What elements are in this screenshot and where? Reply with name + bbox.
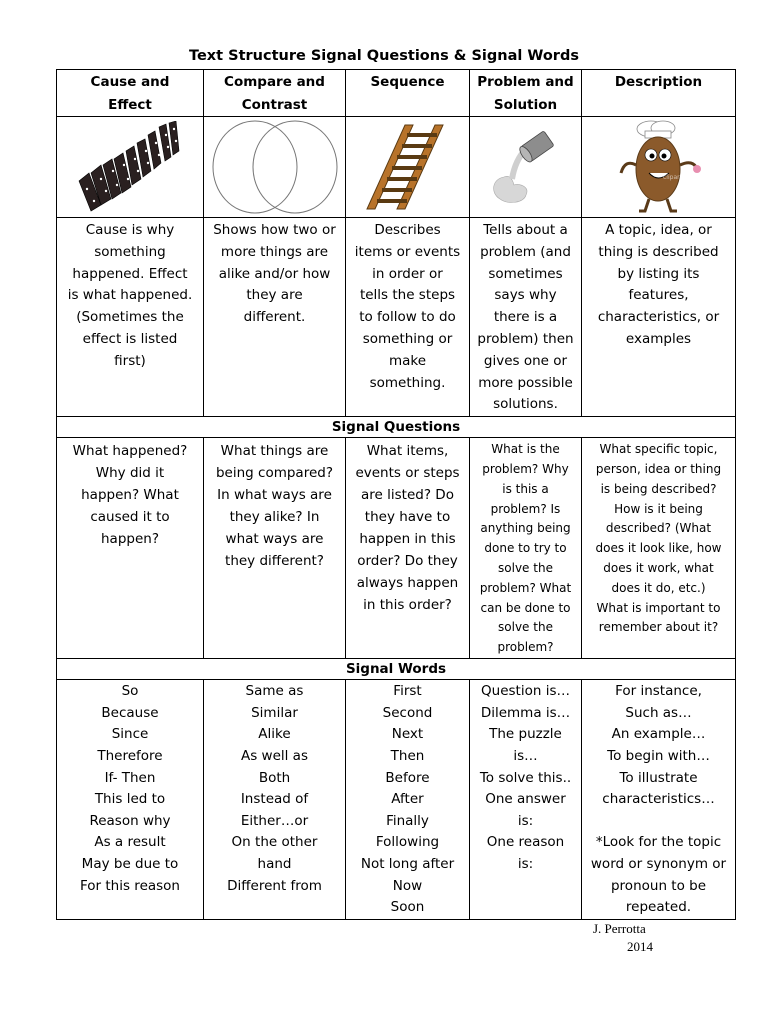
text-line: Contrast	[241, 96, 308, 113]
description-row	[57, 218, 736, 417]
text-line: problem?	[497, 640, 554, 655]
description-problem-solution	[470, 218, 582, 417]
text-line: something or	[362, 330, 453, 347]
text-line: Cause is why	[85, 222, 175, 238]
text-line: what ways are	[225, 531, 324, 548]
text-line: they are	[246, 287, 303, 304]
words-compare-contrast	[204, 680, 346, 920]
text-line: in this order?	[363, 597, 452, 614]
text-line: done to try to	[484, 541, 567, 556]
text-line: is:	[517, 855, 534, 872]
text-line: they different?	[225, 553, 324, 570]
text-line: Following	[375, 834, 440, 851]
text-line: repeated.	[625, 899, 692, 916]
header-description	[582, 70, 736, 117]
text-line: How is it being	[614, 501, 703, 516]
description-sequence	[346, 218, 470, 417]
text-line: Shows how two or	[213, 222, 336, 238]
potato-chef-image	[582, 117, 736, 218]
text-line: For instance,	[615, 683, 702, 700]
text-line: Since	[111, 726, 149, 743]
text-line: Tells about a	[483, 222, 568, 238]
text-line: An example…	[611, 726, 706, 743]
text-line: Sequence	[370, 74, 445, 90]
text-line: pronoun to be	[610, 877, 707, 894]
signal-words-heading: Signal Words	[57, 659, 736, 680]
text-line: What happened?	[72, 443, 188, 460]
text-line: On the other	[231, 834, 318, 851]
text-line: To begin with…	[607, 747, 710, 764]
text-line: does it look like, how	[595, 541, 722, 556]
text-line: Such as…	[625, 704, 692, 721]
text-line: Soon	[390, 899, 425, 916]
text-line: Therefore	[97, 747, 163, 764]
text-line: problem? What	[479, 580, 572, 595]
text-line: Next	[391, 726, 424, 743]
text-line: hand	[257, 855, 292, 872]
text-line: Either…or	[240, 812, 309, 829]
text-line: they alike? In	[229, 509, 320, 526]
text-line: What things are	[220, 443, 329, 460]
text-line: order? Do they	[357, 553, 458, 570]
text-line: happen in this	[359, 531, 456, 548]
words-description	[582, 680, 736, 920]
text-line: Now	[392, 877, 423, 894]
author-year: 2014	[627, 939, 653, 954]
text-line: Second	[382, 704, 433, 721]
text-line: are listed? Do	[361, 487, 454, 504]
text-line: What specific topic,	[599, 442, 718, 457]
text-line: effect is listed	[82, 330, 178, 347]
text-line: something.	[369, 374, 446, 391]
text-line: items or events	[354, 243, 461, 260]
text-line: more things are	[220, 243, 329, 260]
text-line: problem? Is	[490, 501, 561, 516]
ladder-image	[346, 117, 470, 218]
text-line: to follow to do	[359, 309, 456, 326]
signal-words-heading-row	[57, 659, 736, 680]
text-line: As well as	[240, 747, 308, 764]
description-description	[582, 218, 736, 417]
text-line: is what happened.	[67, 287, 193, 304]
text-line: is…	[513, 747, 538, 764]
text-line: alike and/or how	[218, 265, 331, 282]
text-line: Both	[258, 769, 291, 786]
text-line: Cause and	[90, 74, 170, 90]
words-problem-solution	[470, 680, 582, 920]
signal-words-row	[57, 680, 736, 920]
text-line: in order or	[372, 265, 443, 282]
text-line: caused it to	[90, 509, 170, 526]
text-line: As a result	[94, 834, 166, 851]
signal-words-table	[56, 69, 736, 920]
text-line: Instead of	[240, 791, 309, 808]
signal-questions-heading: Signal Questions	[57, 417, 736, 438]
description-cause-effect	[57, 218, 204, 417]
text-line: Alike	[258, 726, 291, 743]
text-line: One reason	[486, 834, 565, 851]
text-line: sometimes	[488, 265, 563, 282]
text-line: solve the	[498, 560, 553, 575]
text-line: So	[121, 683, 139, 700]
text-line: Compare and	[224, 74, 325, 90]
text-line: tells the steps	[359, 287, 456, 304]
text-line: can be done to	[480, 600, 571, 615]
signal-questions-row	[57, 438, 736, 659]
text-line: Description	[614, 74, 703, 90]
text-line: there is a	[493, 309, 558, 326]
text-line: remember about it?	[598, 620, 719, 635]
venn-diagram-image	[204, 117, 346, 218]
text-line: To illustrate	[619, 769, 698, 786]
text-line: happened. Effect	[72, 265, 188, 282]
text-line: Not long after	[360, 855, 455, 872]
text-line: something	[94, 243, 166, 260]
header-row	[57, 70, 736, 117]
text-line: more possible	[478, 374, 573, 391]
text-line: Describes	[374, 222, 441, 238]
description-compare-contrast	[204, 218, 346, 417]
text-line: does it do, etc.)	[611, 580, 706, 595]
text-line: After	[391, 791, 424, 808]
header-problem-solution	[470, 70, 582, 117]
text-line: Similar	[251, 704, 298, 721]
signal-questions-heading-row	[57, 417, 736, 438]
header-sequence	[346, 70, 470, 117]
text-line: Finally	[386, 812, 429, 829]
text-line: word or synonym or	[590, 855, 727, 872]
clipart-watermark: clipart.com	[662, 174, 697, 181]
text-line: anything being	[480, 521, 571, 536]
text-line: Same as	[245, 683, 304, 700]
questions-problem-solution	[470, 438, 582, 659]
text-line: happen?	[101, 531, 159, 548]
text-line: One answer	[485, 791, 566, 808]
text-line: Because	[101, 704, 159, 721]
text-line: is being described?	[600, 481, 717, 496]
text-line: problem? Why	[482, 461, 569, 476]
text-line: A topic, idea, or	[605, 222, 712, 238]
text-line: examples	[625, 330, 692, 347]
text-line: What is important to	[596, 600, 721, 615]
words-cause-effect	[57, 680, 204, 920]
text-line: says why	[494, 287, 557, 304]
text-line: characteristics, or	[597, 309, 720, 326]
author-signature	[593, 920, 653, 956]
text-line: Different from	[227, 877, 322, 894]
text-line: (Sometimes the	[76, 309, 184, 326]
text-line: being compared?	[215, 465, 333, 482]
text-line: What items,	[366, 443, 449, 460]
text-line: solutions.	[493, 396, 558, 413]
text-line: Reason why	[89, 812, 171, 829]
questions-description	[582, 438, 736, 659]
text-line: *Look for the topic	[595, 834, 722, 851]
questions-compare-contrast	[204, 438, 346, 659]
text-line: problem (and	[480, 243, 571, 260]
text-line: happen? What	[81, 487, 179, 504]
text-line: features,	[628, 287, 689, 304]
text-line: problem) then	[477, 330, 574, 347]
text-line: May be due to	[81, 855, 179, 872]
header-cause-effect	[57, 70, 204, 117]
text-line: Solution	[493, 96, 558, 113]
text-line: Problem and	[477, 74, 574, 90]
text-line: Effect	[108, 96, 152, 113]
text-line: thing is described	[598, 243, 719, 260]
text-line: make	[388, 352, 427, 369]
text-line: characteristics…	[602, 791, 715, 808]
text-line: different.	[243, 309, 306, 326]
text-line: does it work, what	[603, 560, 714, 575]
text-line: To solve this..	[479, 769, 572, 786]
text-line: always happen	[356, 575, 459, 592]
text-line: is this a	[502, 481, 549, 496]
text-line: Why did it	[95, 465, 165, 482]
words-sequence	[346, 680, 470, 920]
text-line: they have to	[364, 509, 451, 526]
text-line: solve the	[498, 620, 553, 635]
text-line: What is the	[491, 442, 560, 457]
image-row	[57, 117, 736, 218]
questions-cause-effect	[57, 438, 204, 659]
text-line: is:	[517, 812, 534, 829]
dominoes-image	[57, 117, 204, 218]
text-line: gives one or	[483, 352, 568, 369]
spilled-can-image	[470, 117, 582, 218]
text-line: described? (What	[605, 521, 712, 536]
author-name: J. Perrotta	[593, 921, 646, 936]
text-line: by listing its	[617, 265, 700, 282]
page-title: Text Structure Signal Questions & Signal Words	[189, 48, 579, 64]
text-line: first)	[114, 352, 146, 369]
questions-sequence	[346, 438, 470, 659]
text-line: Before	[385, 769, 430, 786]
text-line: This led to	[94, 791, 166, 808]
text-line: If- Then	[104, 769, 156, 786]
header-compare-contrast	[204, 70, 346, 117]
text-line: person, idea or thing	[595, 461, 722, 476]
text-line: Dilemma is…	[480, 704, 571, 721]
text-line: In what ways are	[217, 487, 332, 504]
text-line: First	[393, 683, 422, 700]
text-line: events or steps	[355, 465, 460, 482]
text-line: Then	[390, 747, 425, 764]
text-line: Question is…	[481, 683, 570, 700]
text-line	[584, 811, 733, 833]
text-line: The puzzle	[489, 726, 562, 743]
text-line: For this reason	[80, 877, 180, 894]
